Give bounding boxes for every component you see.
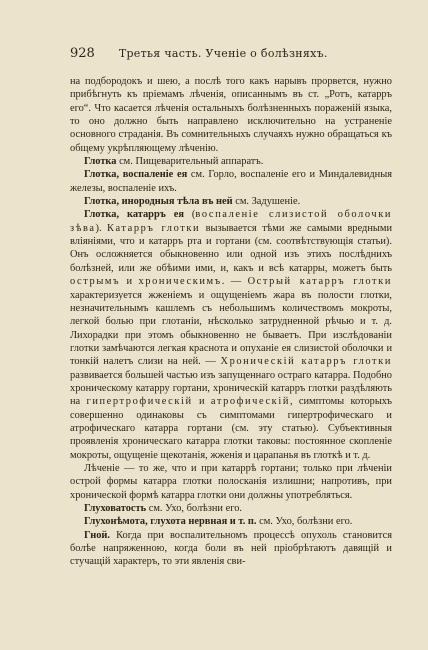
dictionary-entry	[70, 208, 392, 462]
entry-headword: Глухонѣмота, глухота нервная и т. п.	[84, 516, 257, 528]
dictionary-entry	[70, 502, 392, 515]
text-run: Лѣченіе — то же, что и при катаррѣ гортани; только при лѣченіи острой формы катарра глотки полосканія излишни; напротивъ, при хронической формѣ катарра глотки они должны употребляться.	[70, 462, 392, 501]
entry-headword: Глотка	[84, 156, 117, 168]
running-title: Третья часть. Ученіе о болѣзняхъ.	[118, 47, 328, 60]
entry-headword: Глотка, инородныя тѣла въ ней	[84, 196, 233, 208]
dictionary-entry	[70, 529, 392, 569]
entry-headword: Глотка, воспаленіе ея	[84, 169, 188, 181]
paragraph	[70, 75, 392, 155]
entry-headword: Гной.	[84, 529, 110, 541]
text-run: и	[192, 396, 211, 408]
text-run: см. Пищеварительный аппаратъ.	[116, 156, 264, 168]
text-run: характеризуется жженіемъ и ощущеніемъ жара въ полости глотки, незначительнымъ кашлемъ съ небольшимъ количествомъ мокроты, легкой болью при глотаніи, нѣсколько затрудненной рѣчью и т. д. Лихорадки при этомъ обыкновенно не бываетъ. При изслѣдованіи глотки замѣчаются легкая краснота и опуханіе ея слизистой оболочки и тонкій налетъ слизи на ней. —	[70, 289, 392, 368]
text-run: на подбородокъ и шею, а послѣ того какъ нарывъ прорвется, нужно прибѣгнуть къ пріемамъ лѣченія, описаннымъ въ ст. „Ротъ, катарръ его“. Что касается лѣченія остальныхъ болѣзненныхъ пораженій языка, то оно должно быть направлено исключительно на устраненіе основного страданія. Въ сомнительныхъ случаяхъ нужно обращаться къ общему укрѣпляющему лѣченію.	[70, 76, 392, 154]
text-run: развивается большей частью изъ запущеннаго остраго катарра. Подобно хроническому катарру гортани, хроническій катарръ глотки раздѣляють на	[70, 369, 392, 408]
text-run: (	[183, 209, 196, 221]
spaced-emphasis: гипертрофическій	[86, 396, 193, 408]
dictionary-entry	[70, 155, 392, 168]
text-run: . —	[221, 276, 248, 288]
dictionary-entry	[70, 462, 392, 502]
text-run: см. Задушеніе.	[232, 196, 301, 208]
spaced-emphasis: Катарръ глотки	[107, 222, 201, 234]
page-number: 928	[70, 46, 95, 61]
spaced-emphasis: хроническимъ	[138, 276, 222, 288]
spaced-emphasis: воспаленіе слизистой оболочки зѣва	[70, 209, 393, 234]
entry-headword: Глотка, катарръ ея	[84, 209, 184, 221]
text-run: см. Горло, воспаленіе его и Миндалевидныя железы, воспаленіе ихъ.	[70, 169, 393, 194]
text-run: см. Ухо, болѣзни его.	[146, 503, 242, 514]
spaced-emphasis: атрофическій	[210, 396, 290, 408]
text-run: ).	[95, 222, 108, 234]
dictionary-entry	[70, 168, 392, 195]
spaced-emphasis: острымъ	[70, 276, 121, 288]
text-run: вызывается тѣми же самыми вредными вліяніями, что и катарръ рта и гортани (см. соотвѣтствующія статьи). Онъ осложняется обыкновенно или одной изъ этихъ послѣднихъ болѣзней, или же обѣими ими, и, какъ и всѣ катарры, можетъ быть	[70, 222, 393, 274]
dictionary-entry	[70, 515, 392, 528]
page-header	[70, 46, 392, 61]
text-run: Когда при воспалительномъ процессѣ опухоль становится болѣе напряженною, когда боли въ ней пріобрѣтаютъ давящій и стучащій характеръ, то эти явленія сви-	[70, 529, 392, 568]
text-run: , симптомы которыхъ совершенно одинаковы съ симптомами гипертрофическаго и атрофическаго катарра гортани (см. эту статью). Субъективныя проявленія хроническаго катарра глотки таковы: постоянное скопленіе мокроты, ощущеніе щекотанія, жженія и царапанья въ глоткѣ и т. д.	[70, 396, 392, 461]
entry-headword: Глуховатость	[84, 503, 147, 514]
spaced-emphasis: Острый катарръ глотки	[247, 276, 392, 288]
page-body	[70, 75, 392, 569]
spaced-emphasis: Хроническій катарръ глотки	[220, 356, 392, 368]
text-run: и	[120, 276, 139, 288]
dictionary-entry	[70, 195, 392, 208]
text-run: см. Ухо, болѣзни его.	[256, 516, 353, 528]
